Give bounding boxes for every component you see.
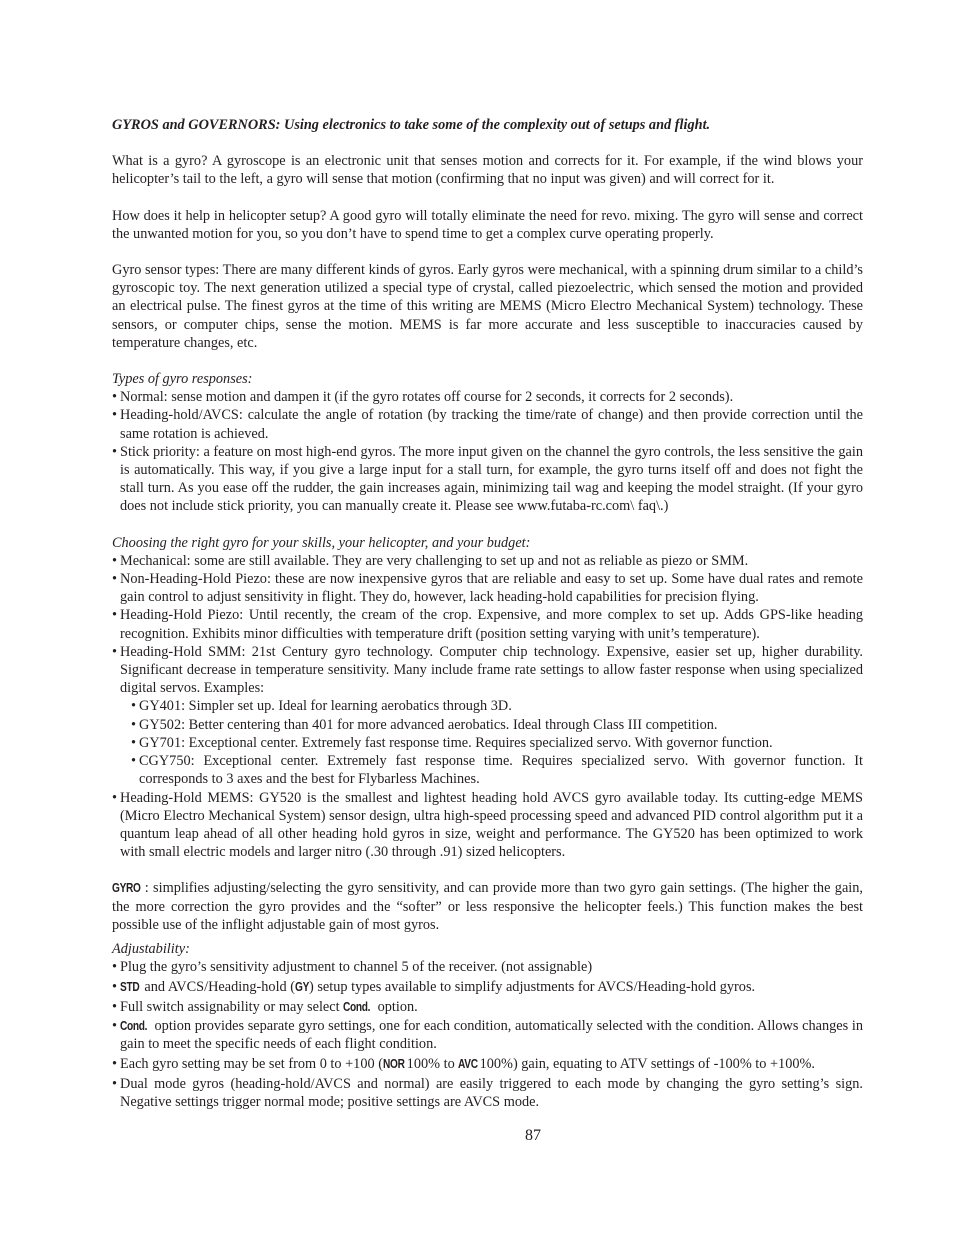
- choosing-section: [112, 534, 863, 862]
- nor-keyword: NOR: [382, 1056, 405, 1072]
- intro-paragraph-setup: How does it help in helicopter setup? A good gyro will totally eliminate the need for revo. mixing. The gyro will sense and correct the unwanted motion for you, so you don’t have to spend time to get a complex curve operating properly.: [112, 207, 863, 242]
- list-item-text: 100%) gain, equating to ATV settings of -100% to +100%.: [479, 1056, 815, 1073]
- list-item-text: and AVCS/Heading-hold (: [140, 978, 296, 995]
- gyro-keyword: GYRO: [112, 880, 141, 896]
- list-item: [112, 1017, 863, 1053]
- cond-keyword: Cond.: [343, 998, 371, 1014]
- list-item: [112, 1055, 863, 1073]
- list-item: • Stick priority: a feature on most high-end gyros. The more input given on the channel the gyro controls, the less sensitive the gain is automatically. This way, if you give a large input for a stall turn, for example, the gyro turns itself off and does not fight the stall turn. As you ease off the rudder, the gain increases again, minimizing tail wag and keeping the model straight. (If your gyro does not include stick priority, you can manually create it. Please see www.futaba-rc.com\ faq\.): [112, 443, 863, 516]
- gyro-description: : simplifies adjusting/selecting the gyro sensitivity, and can provide more than two gyro gain settings. (The higher the gain, the more correction the gyro provides and the “softer” or less responsive the helicopter feels.) This function makes the best possible use of the inflight adjustable gain of most gyros.: [112, 880, 863, 933]
- list-item-text: ) setup types available to simplify adjustments for AVCS/Heading-hold gyros.: [309, 978, 756, 995]
- page-content: [112, 116, 863, 1113]
- intro-paragraph-what-is: What is a gyro? A gyroscope is an electronic unit that senses motion and corrects for it. For example, if the wind blows your helicopter’s tail to the left, a gyro will sense that motion (confirming that no input was given) and will correct for it.: [112, 153, 863, 188]
- list-item: [112, 978, 863, 996]
- gyro-paragraph: [112, 879, 863, 934]
- list-item: • GY701: Exceptional center. Extremely fast response time. Requires specialized servo. With governor function.: [131, 734, 863, 752]
- choosing-title: Choosing the right gyro for your skills, your helicopter, and your budget:: [112, 534, 531, 551]
- std-keyword: STD: [120, 978, 140, 994]
- list-item: [112, 998, 863, 1016]
- adjustability-title: Adjustability:: [112, 940, 190, 957]
- list-item: • Normal: sense motion and dampen it (if the gyro rotates off course for 2 seconds, it corrects for 2 seconds).: [112, 388, 863, 406]
- list-item: • Heading-hold/AVCS: calculate the angle of rotation (by tracking the time/rate of change) and then provide correction until the same rotation is achieved.: [112, 406, 863, 442]
- list-item: • Plug the gyro’s sensitivity adjustment to channel 5 of the receiver. (not assignable): [112, 958, 863, 976]
- responses-list: [112, 388, 863, 515]
- page-number: 87: [525, 1127, 541, 1144]
- list-item: • GY502: Better centering than 401 for more advanced aerobatics. Ideal through Class III competition.: [131, 716, 863, 734]
- adjustability-section: [112, 940, 863, 1111]
- list-item: • Dual mode gyros (heading-hold/AVCS and normal) are easily triggered to each mode by changing the gyro setting’s sign. Negative settings trigger normal mode; positive settings are AVCS mode.: [112, 1075, 863, 1111]
- list-item: • Heading-Hold SMM: 21st Century gyro technology. Computer chip technology. Expensive, easier set up, higher durability. Significant decrease in temperature sensitivity. Many include frame rate settings to allow faster response when using specialized digital servos. Examples:: [112, 643, 863, 698]
- list-item: • Mechanical: some are still available. They are very challenging to set up and not as reliable as piezo or SMM.: [112, 552, 863, 570]
- choosing-list: [112, 552, 863, 698]
- responses-title: Types of gyro responses:: [112, 371, 253, 388]
- examples-list: [131, 697, 863, 788]
- responses-section: [112, 370, 863, 516]
- list-item: • Heading-Hold Piezo: Until recently, the cream of the crop. Expensive, and more complex to set up. Adds GPS-like heading recognition. Exhibits minor difficulties with temperature drift (position setting varying with unit’s temperature).: [112, 606, 863, 642]
- mems-list: [112, 789, 863, 862]
- list-item-text: option.: [374, 998, 418, 1015]
- intro-paragraph-sensor-types: Gyro sensor types: There are many different kinds of gyros. Early gyros were mechanical, with a spinning drum similar to a child’s gyroscopic toy. The next generation utilized a special type of crystal, called piezoelectric, which sensed the motion and provided an electrical pulse. The finest gyros at the time of this writing are MEMS (Micro Electro Mechanical System) technology. These sensors, or computer chips, sense the motion. MEMS is far more accurate and less susceptible to inaccuracies caused by temperature changes, etc.: [112, 262, 863, 351]
- list-item: • GY401: Simpler set up. Ideal for learning aerobatics through 3D.: [131, 697, 863, 715]
- list-item: • CGY750: Exceptional center. Extremely fast response time. Requires specialized servo. With governor function. It corresponds to 3 axes and the best for Flybarless Machines.: [131, 752, 863, 788]
- list-item: • Heading-Hold MEMS: GY520 is the smallest and lightest heading hold AVCS gyro available today. Its cutting-edge MEMS (Micro Electro Mechanical System) sensor design, ultra high-speed processing speed and advanced PID control algorithm put it a quantum leap ahead of all other heading hold gyros in size, weight and performance. The GY520 has been optimized to work with small electric models and larger nitro (.30 through .91) sized helicopters.: [112, 789, 863, 862]
- adjustability-list: [112, 958, 863, 1111]
- list-item-text: 100% to: [406, 1056, 459, 1073]
- section-heading: GYROS and GOVERNORS: Using electronics to take some of the complexity out of setups and flight.: [112, 117, 711, 133]
- list-item-text: Each gyro setting may be set from 0 to +100 (: [120, 1056, 383, 1073]
- list-item: • Non-Heading-Hold Piezo: these are now inexpensive gyros that are reliable and easy to set up. Some have dual rates and remote gain control to adjust sensitivity in flight. They do, however, lack heading-hold capabilities for precision flying.: [112, 570, 863, 606]
- avc-keyword: AVC: [458, 1056, 479, 1072]
- list-item-text: Full switch assignability or may select: [120, 998, 344, 1015]
- cond-keyword: Cond.: [120, 1018, 148, 1034]
- gy-keyword: GY: [295, 978, 310, 994]
- list-item-text: option provides separate gyro settings, one for each condition, automatically selected with the condition. Allows changes in gain to meet the specific needs of each flight condition.: [120, 1018, 863, 1053]
